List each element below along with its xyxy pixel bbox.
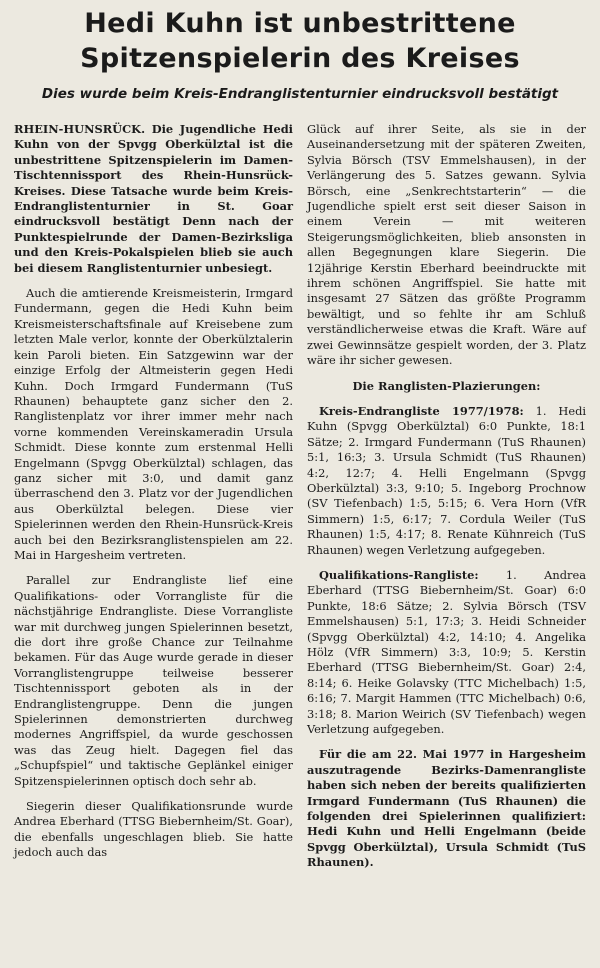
lead-paragraph — [14, 122, 293, 276]
paragraph-glueck: Glück auf ihrer Seite, als sie in der Auseinandersetzung mit der späteren Zweiten, Sylvia Börsch (TSV Emmelshausen), in der Verlängerung des 5. Satzes gewann. Sylvia Börsch, eine „Senkrechtstarterin“ — die Jugendliche spielt erst seit dieser Saison in einem Verein — mit weiteren Steigerungsmöglichkeiten, blieb ansonsten in allen Begegnungen klare Siegerin. Die 12jährige Kerstin Eberhard beeindruckte mit ihrem schönen Angriffspiel. Sie hatte mit insgesamt 27 Sätzen das größte Programm bewältigt, und so fehlte ihr am Schluß verständlicherweise etwas die Kraft. Wäre auf zwei Gewinnsätze gespielt worden, der 3. Platz wäre ihr sicher gewesen. — [307, 122, 586, 368]
headline-line-2: Spitzenspielerin des Kreises — [80, 43, 520, 74]
paragraph-bezirksrangliste: Für die am 22. Mai 1977 in Hargesheim auszutragende Bezirks-Damenrangliste haben sich neben der bereits qualifizierten Irmgard Fundermann (TuS Rhaunen) die folgenden drei Spielerinnen qualifiziert: Hedi Kuhn und Helli Engelmann (beide Spvgg Oberkülztal), Ursula Schmidt (TuS Rhaunen). — [307, 747, 586, 870]
dateline: RHEIN-HUNSRÜCK. — [14, 122, 146, 136]
qualifikation-heading: Qualifikations-Rangliste: — [319, 567, 479, 582]
headline — [14, 6, 586, 76]
qualifikation-text: 1. Andrea Eberhard (TTSG Biebernheim/St. Goar) 6:0 Punkte, 18:6 Sätze; 2. Sylvia Börsch (TSV Emmelshausen) 5:1, 17:3; 3. Heidi Schneider (Spvgg Oberkülztal) 4:2, 14:10; 4. Angelika Hölz (VfR Simmern) 3:3, 10:9; 5. Kerstin Eberhard (TTSG Biebernheim/St. Goar) 2:4, 8:14; 6. Heike Golavsky (TTC Michelbach) 1:5, 6:16; 7. Margit Hammen (TTC Michelbach) 0:6, 3:18; 8. Marion Weirich (SV Tiefenbach) wegen Verletzung aufgegeben. — [307, 567, 586, 737]
left-column — [14, 122, 293, 871]
paragraph-vorrangliste: Parallel zur Endrangliste lief eine Qualifikations- oder Vorrangliste für die nächstjährige Endrangliste. Diese Vorrangliste war mit durchweg jungen Spielerinnen besetzt, die dort ihre große Chance zur Teilnahme bekamen. Für das Auge wurde gerade in dieser Vorranglistengruppe teilweise besserer Tischtennissport geboten als in der Endranglistengruppe. Denn die jungen Spielerinnen demonstrierten durchweg modernes Angriffspiel, da wurde geschossen was das Zeug hielt. Dagegen fiel das „Schupfspiel“ und taktische Geplänkel einiger Spitzenspielerinnen optisch doch sehr ab. — [14, 573, 293, 788]
endrangliste-text: 1. Hedi Kuhn (Spvgg Oberkülztal) 6:0 Punkte, 18:1 Sätze; 2. Irmgard Fundermann (TuS Rhaunen) 5:1, 16:3; 3. Ursula Schmidt (TuS Rhaunen) 4:2, 12:7; 4. Helli Engelmann (Spvgg Oberkülztal) 3:3, 9:10; 5. Ingeborg Prochnow (SV Tiefenbach) 1:5, 5:15; 6. Vera Horn (VfR Simmern) 1:5, 6:17; 7. Cordula Weiler (TuS Rhaunen) 1:5, 4:17; 8. Renate Kühnreich (TuS Rhaunen) wegen Verletzung aufgegeben. — [307, 403, 586, 557]
headline-line-1: Hedi Kuhn ist unbestrittene — [84, 8, 516, 39]
section-title: Die Ranglisten-Plazierungen: — [352, 378, 541, 393]
endrangliste-results — [307, 404, 586, 558]
qualifikation-results — [307, 568, 586, 737]
paragraph-siegerin: Siegerin dieser Qualifikationsrunde wurde Andrea Eberhard (TTSG Biebernheim/St. Goar), die ebenfalls ungeschlagen blieb. Sie hatte jedoch auch das — [14, 799, 293, 860]
lead-text: Die Jugendliche Hedi Kuhn von der Spvgg Oberkülztal ist die unbestrittene Spitzenspielerin im Damen-Tischtennissport des Rhein-Hunsrück-Kreises. Diese Tatsache wurde beim Kreis-Endranglistenturnier in St. Goar eindrucksvoll bestätigt Denn nach der Punktespielrunde der Damen-Bezirksliga und den Kreis-Pokalspielen blieb sie auch bei diesem Ranglistenturnier unbesiegt. — [14, 122, 293, 275]
subheadline: Dies wurde beim Kreis-Endranglistenturnier eindrucksvoll bestätigt — [41, 86, 559, 102]
right-column — [307, 122, 586, 871]
paragraph-kreismeisterin: Auch die amtierende Kreismeisterin, Irmgard Fundermann, gegen die Hedi Kuhn beim Kreismeisterschaftsfinale auf Kreisebene zum letzten Male verlor, konnte der Oberkülztalerin kein Paroli bieten. Ein Satzgewinn war der einzige Erfolg der Altmeisterin gegen Hedi Kuhn. Doch Irmgard Fundermann (TuS Rhaunen) behauptete ganz sicher den 2. Ranglistenplatz vor ihrer immer mehr nach vorne kommenden Vereinskameradin Ursula Schmidt. Diese konnte zum erstenmal Helli Engelmann (Spvgg Oberkülztal) schlagen, das ganz sicher mit 3:0, und damit ganz überraschend den 3. Platz vor der Jugendlichen aus Oberkülztal belegen. Diese vier Spielerinnen werden den Rhein-Hunsrück-Kreis auch bei den Bezirksranglistenspielen am 22. Mai in Hargesheim vertreten. — [14, 286, 293, 562]
article-columns — [14, 122, 586, 871]
endrangliste-heading: Kreis-Endrangliste 1977/1978: — [319, 403, 524, 418]
